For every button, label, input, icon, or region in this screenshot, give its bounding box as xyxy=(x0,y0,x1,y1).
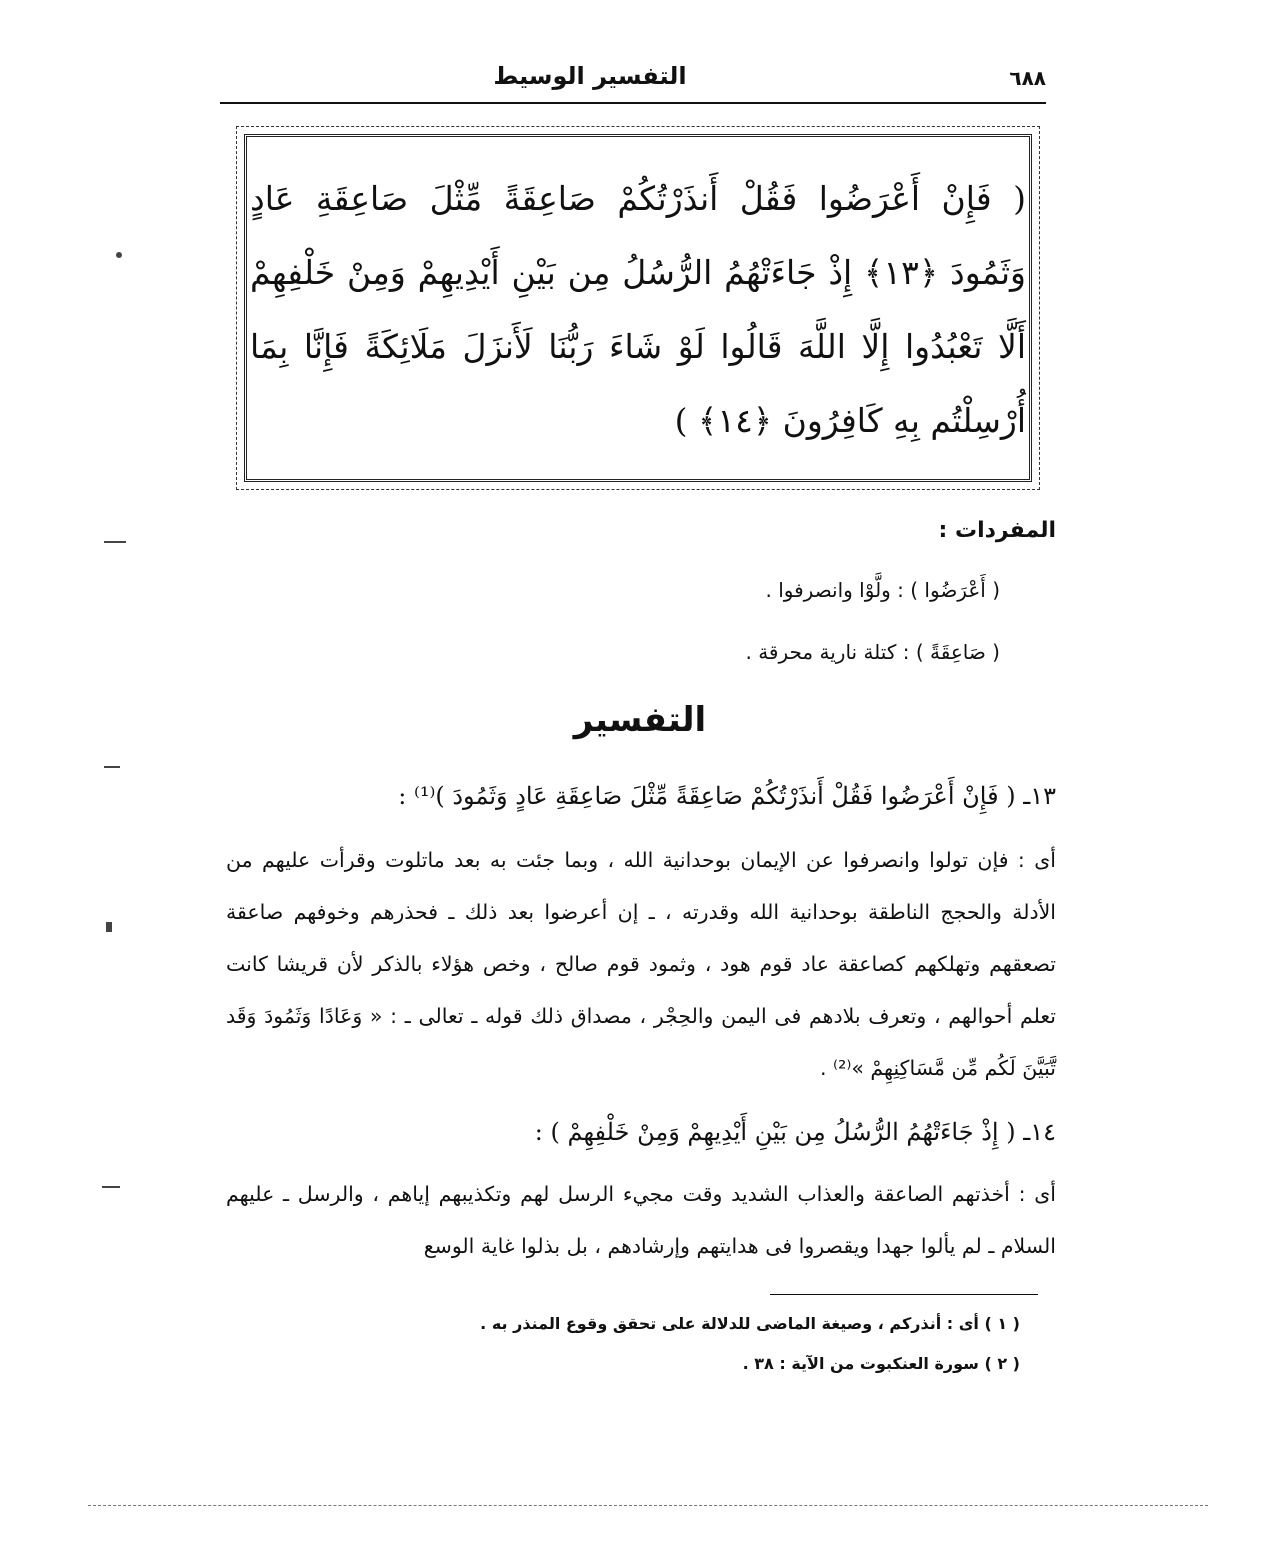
footnote-rule xyxy=(770,1294,1038,1295)
scan-speck xyxy=(116,252,122,258)
scan-speck xyxy=(102,1186,120,1188)
header-rule xyxy=(220,102,1046,104)
verse-line-1: ( فَإِنْ أَعْرَضُوا فَقُلْ أَنذَرْتُكُمْ صَاعِقَةً مِّثْلَ صَاعِقَةِ عَادٍ xyxy=(250,179,1026,218)
running-title: التفسير الوسيط xyxy=(493,62,687,90)
verse-line-4: أُرْسِلْتُم بِهِ كَافِرُونَ ﴿١٤﴾ ) xyxy=(674,401,1026,440)
scan-speck xyxy=(106,922,112,932)
scan-edge-line xyxy=(88,1505,1208,1506)
verse-14-heading: ١٤ـ ( إِذْ جَاءَتْهُمُ الرُّسُلُ مِن بَيْنِ أَيْدِيهِمْ وَمِنْ خَلْفِهِمْ ) : xyxy=(534,1118,1056,1146)
vocabulary-item: ( صَاعِقَةً ) : كتلة نارية محرقة . xyxy=(745,640,1000,664)
verse-line-3: أَلَّا تَعْبُدُوا إِلَّا اللَّهَ قَالُوا لَوْ شَاءَ رَبُّنَا لَأَنزَلَ مَلَائِكَةً فَإِنَّا بِمَا xyxy=(250,327,1026,366)
scan-speck xyxy=(104,541,126,543)
page-number: ٦٨٨ xyxy=(1009,66,1046,90)
tafsir-heading: التفسير xyxy=(573,700,707,740)
vocabulary-label: المفردات : xyxy=(938,518,1056,543)
verse-13-heading: ١٣ـ ( فَإِنْ أَعْرَضُوا فَقُلْ أَنذَرْتُكُمْ صَاعِقَةً مِّثْلَ صَاعِقَةِ عَادٍ وَثَمُودَ )⁽¹⁾ : xyxy=(398,782,1056,810)
vocabulary-item: ( أَعْرَضُوا ) : ولَّوْا وانصرفوا . xyxy=(765,578,1000,602)
footnote-1: ( ١ ) أى : أنذركم ، وصيغة الماضى للدلالة على تحقق وقوع المنذر به . xyxy=(480,1314,1020,1333)
paragraph-verse-14: أى : أخذتهم الصاعقة والعذاب الشديد وقت مجيء الرسل لهم وتكذيبهم إياهم ، والرسل ـ عليهم السلام ـ لم يألوا جهدا ويقصروا فى هدايتهم وإرشادهم ، بل بذلوا غاية الوسع xyxy=(226,1182,1056,1258)
scan-speck xyxy=(104,766,120,768)
verse-line-2: وَثَمُودَ ﴿١٣﴾ إِذْ جَاءَتْهُمُ الرُّسُلُ مِن بَيْنِ أَيْدِيهِمْ وَمِنْ خَلْفِهِمْ xyxy=(250,253,1026,292)
paragraph-verse-13: أى : فإن تولوا وانصرفوا عن الإيمان بوحدانية الله ، وبما جئت به بعد ماتلوت وقرأت عليهم من الأدلة والحجج الناطقة بوحدانية الله وقدرته ، ـ إن أعرضوا بعد ذلك ـ فحذرهم وخوفهم صاعقة تصعقهم وتهلكهم كصاعقة عاد قوم هود ، وثمود قوم صالح ، وخص هؤلاء بالذكر لأن قريشا كانت تعلم أحوالهم ، وتعرف بلادهم فى اليمن والحِجْر ، مصداق ذلك قوله ـ تعالى ـ : « وَعَادًا وَثَمُودَ وَقَد تَّبَيَّنَ لَكُم مِّن مَّسَاكِنِهِمْ »⁽²⁾ . xyxy=(226,848,1056,1080)
footnote-2: ( ٢ ) سورة العنكبوت من الآية : ٣٨ . xyxy=(742,1354,1020,1373)
